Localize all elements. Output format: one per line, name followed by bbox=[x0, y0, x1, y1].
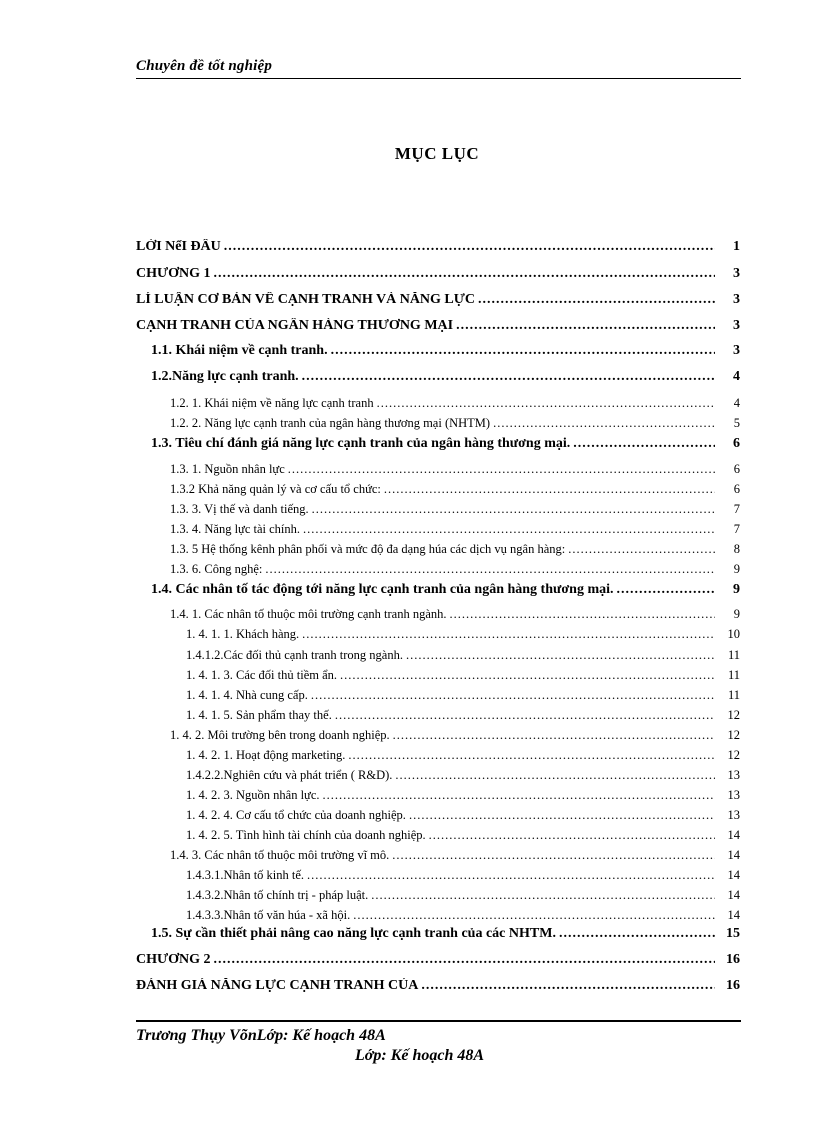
toc-entry-page: 14 bbox=[727, 848, 740, 862]
toc-entry-page: 9 bbox=[733, 562, 740, 576]
toc-entry[interactable] bbox=[170, 607, 740, 622]
toc-entry[interactable] bbox=[170, 728, 740, 743]
toc-entry[interactable] bbox=[136, 292, 740, 308]
toc-entry[interactable] bbox=[186, 648, 740, 663]
toc-entry[interactable] bbox=[170, 462, 740, 477]
toc-entry-text: 1. 4. 2. 5. Tình hình tài chính của doanh nghiệp. bbox=[186, 828, 426, 842]
toc-entry[interactable] bbox=[136, 239, 740, 255]
toc-entry-page: 14 bbox=[727, 868, 740, 882]
toc-entry-text: CHƯƠNG 2 bbox=[136, 952, 211, 967]
toc-entry-text: 1. 4. 1. 1. Khách hàng. bbox=[186, 627, 300, 641]
footer-author: Trương Thụy VõnLớp: Kế hoạch 48A bbox=[136, 1027, 386, 1044]
toc-entry-page: 16 bbox=[726, 952, 740, 967]
toc-entry[interactable] bbox=[186, 708, 740, 723]
toc-entry[interactable] bbox=[186, 888, 740, 903]
toc-entry[interactable] bbox=[170, 502, 740, 517]
toc-entry-text: 1.4.3.2.Nhân tố chính trị - pháp luật. bbox=[186, 888, 369, 902]
toc-entry[interactable] bbox=[186, 828, 740, 843]
toc-entry-page: 15 bbox=[726, 926, 740, 941]
toc-entry-page: 11 bbox=[727, 668, 740, 682]
toc-entry-page: 11 bbox=[727, 688, 740, 702]
toc-entry[interactable] bbox=[186, 788, 740, 803]
toc-entry-page: 10 bbox=[727, 627, 740, 641]
toc-entry[interactable] bbox=[170, 396, 740, 411]
toc-entry-text: 1.4. 3. Các nhân tố thuộc môi trường vĩ mô. bbox=[170, 848, 390, 862]
toc-entry-text: 1. 4. 2. 3. Nguồn nhân lực. bbox=[186, 788, 320, 802]
toc-entry-text: 1.3. 3. Vị thế và danh tiếng. bbox=[170, 502, 309, 516]
toc-entry-text: ĐÁNH GIÁ NĂNG LỰC CẠNH TRANH CỦA bbox=[136, 978, 419, 993]
toc-entry-page: 12 bbox=[727, 708, 740, 722]
toc-entry-page: 4 bbox=[733, 369, 740, 384]
toc-entry-text: 1.2. 2. Năng lực cạnh tranh của ngân hàng thương mại (NHTM) bbox=[170, 416, 491, 430]
toc-entry-text: 1. 4. 1. 4. Nhà cung cấp. bbox=[186, 688, 308, 702]
toc-entry-text: 1. 4. 2. Môi trường bên trong doanh nghiệp. bbox=[170, 728, 390, 742]
toc-entry-page: 7 bbox=[733, 502, 740, 516]
toc-entry-text: CHƯƠNG 1 bbox=[136, 266, 211, 281]
toc-entry-text: LỜI NểI ĐẦU bbox=[136, 239, 221, 254]
toc-entry-page: 4 bbox=[733, 396, 740, 410]
toc-entry-text: 1. 4. 1. 3. Các đối thủ tiềm ẩn. bbox=[186, 668, 338, 682]
toc-entry-text: CẠNH TRANH CỦA NGÂN HÀNG THƯƠNG MẠI bbox=[136, 318, 454, 333]
toc-entry-text: 1.5. Sự cần thiết phải nâng cao năng lực cạnh tranh của các NHTM. bbox=[151, 926, 556, 941]
toc-entry-page: 1 bbox=[733, 239, 740, 254]
toc-entry-page: 3 bbox=[733, 343, 740, 358]
toc-entry-text: 1.3. Tiêu chí đánh giá năng lực cạnh tranh của ngân hàng thương mại. bbox=[151, 436, 571, 451]
toc-entry[interactable] bbox=[186, 748, 740, 763]
toc-entry-page: 6 bbox=[733, 482, 740, 496]
toc-entry-text: 1.3. 1. Nguồn nhân lực bbox=[170, 462, 285, 476]
toc-entry[interactable] bbox=[186, 808, 740, 823]
toc-entry-text: 1.4.3.3.Nhân tố văn húa - xã hội. bbox=[186, 908, 351, 922]
toc-entry-page: 16 bbox=[726, 978, 740, 993]
toc-entry[interactable] bbox=[186, 627, 740, 642]
footer-class: Lớp: Kế hoạch 48A bbox=[355, 1047, 485, 1064]
toc-entry-text: 1.2.Năng lực cạnh tranh. bbox=[151, 369, 299, 384]
toc-entry-page: 14 bbox=[727, 888, 740, 902]
footer-rule bbox=[136, 1020, 741, 1022]
toc-entry[interactable] bbox=[186, 688, 740, 703]
page-title: MỤC LỤC bbox=[394, 144, 480, 163]
toc-entry-text: 1.4. 1. Các nhân tố thuộc môi trường cạnh tranh ngành. bbox=[170, 607, 447, 621]
toc-entry[interactable] bbox=[170, 848, 740, 863]
toc-entry[interactable] bbox=[186, 768, 740, 783]
toc-entry[interactable] bbox=[151, 369, 740, 385]
toc-entry[interactable] bbox=[151, 436, 740, 452]
toc-entry-text: 1.3. 6. Công nghệ: bbox=[170, 562, 263, 576]
toc-entry-text: 1. 4. 2. 4. Cơ cấu tổ chức của doanh nghiệp. bbox=[186, 808, 406, 822]
toc-entry-page: 9 bbox=[733, 607, 740, 621]
page-header: Chuyên đề tốt nghiệp bbox=[136, 58, 273, 74]
toc-entry-page: 6 bbox=[733, 462, 740, 476]
toc-entry-page: 9 bbox=[733, 582, 740, 597]
toc-entry[interactable] bbox=[170, 482, 740, 497]
toc-entry-page: 6 bbox=[733, 436, 740, 451]
toc-entry[interactable] bbox=[170, 562, 740, 577]
toc-entry-page: 13 bbox=[727, 808, 740, 822]
toc-entry[interactable] bbox=[136, 978, 740, 994]
toc-entry-page: 7 bbox=[733, 522, 740, 536]
toc-entry-page: 12 bbox=[727, 748, 740, 762]
toc-entry-page: 14 bbox=[727, 908, 740, 922]
toc-entry[interactable] bbox=[136, 952, 740, 968]
toc-entry-text: 1.1. Khái niệm về cạnh tranh. bbox=[151, 343, 328, 358]
toc-entry-text: 1.3. 4. Năng lực tài chính. bbox=[170, 522, 301, 536]
toc-entry[interactable] bbox=[151, 926, 740, 942]
toc-entry[interactable] bbox=[186, 908, 740, 923]
toc-entry-text: 1.4. Các nhân tố tác động tới năng lực cạnh tranh của ngân hàng thương mại. bbox=[151, 582, 614, 597]
toc-entry[interactable] bbox=[170, 522, 740, 537]
toc-entry-page: 5 bbox=[733, 416, 740, 430]
toc-entry-page: 3 bbox=[733, 318, 740, 333]
toc-entry-page: 12 bbox=[727, 728, 740, 742]
toc-entry[interactable] bbox=[151, 343, 740, 359]
toc-entry-page: 14 bbox=[727, 828, 740, 842]
toc-entry-text: 1.4.2.2.Nghiên cứu và phát triển ( R&D). bbox=[186, 768, 393, 782]
toc-entry-text: 1. 4. 1. 5. Sản phẩm thay thế. bbox=[186, 708, 332, 722]
toc-entry-page: 13 bbox=[727, 788, 740, 802]
toc-entry-text: 1.4.3.1.Nhân tố kinh tế. bbox=[186, 868, 305, 882]
toc-entry[interactable] bbox=[186, 668, 740, 683]
toc-entry-page: 3 bbox=[733, 292, 740, 307]
toc-entry-text: 1. 4. 2. 1. Hoạt động marketing. bbox=[186, 748, 346, 762]
toc-entry-text: LÍ LUẬN CƠ BẢN VỀ CẠNH TRANH VÀ NĂNG LỰC bbox=[136, 292, 476, 307]
toc-entry-page: 11 bbox=[727, 648, 740, 662]
toc-entry[interactable] bbox=[186, 868, 740, 883]
toc-entry[interactable] bbox=[170, 542, 740, 557]
toc-entry[interactable] bbox=[136, 266, 740, 282]
toc-entry[interactable] bbox=[170, 416, 740, 431]
toc-entry-text: 1.2. 1. Khái niệm về năng lực cạnh tranh bbox=[170, 396, 374, 410]
toc-entry-text: 1.4.1.2.Các đối thủ cạnh tranh trong ngành. bbox=[186, 648, 403, 662]
toc-entry-page: 13 bbox=[727, 768, 740, 782]
toc-entry-page: 8 bbox=[733, 542, 740, 556]
toc-entry-text: 1.3. 5 Hệ thống kênh phân phối và mức độ đa dạng húa các dịch vụ ngân hàng: bbox=[170, 542, 566, 556]
toc-entry-page: 3 bbox=[733, 266, 740, 281]
toc-entry[interactable] bbox=[151, 582, 740, 598]
toc-entry[interactable] bbox=[136, 318, 740, 334]
toc-entry-text: 1.3.2 Khả năng quản lý và cơ cấu tổ chức: bbox=[170, 482, 381, 496]
